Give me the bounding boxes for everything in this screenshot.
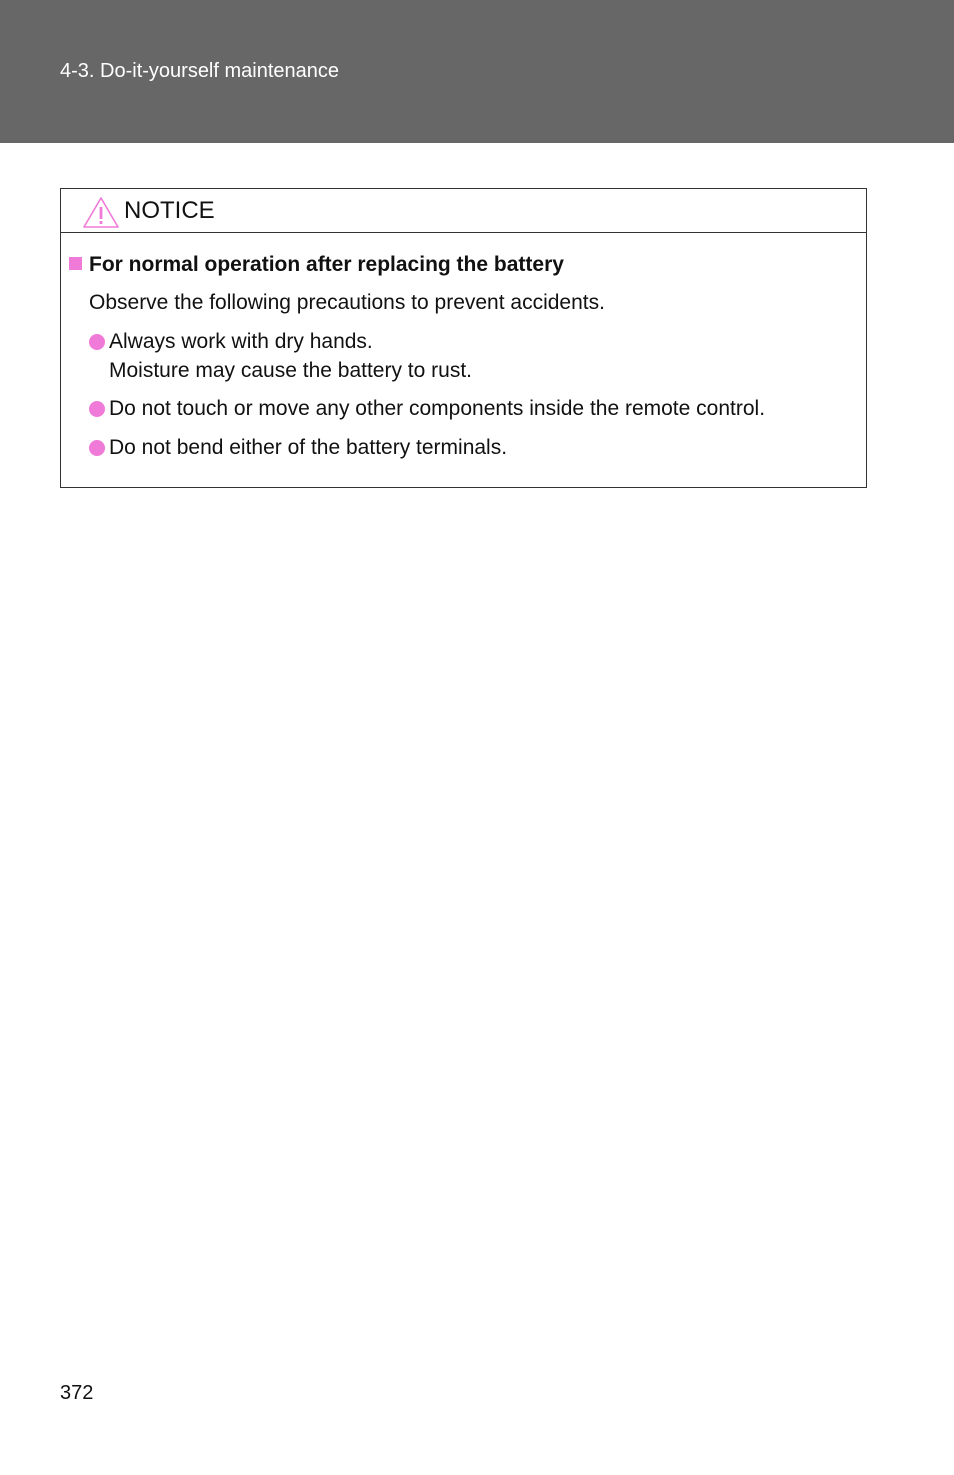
list-item [109,433,507,462]
notice-subheading: For normal operation after replacing the battery [89,253,564,276]
list-item-line: Do not touch or move any other components inside the remote control. [109,397,766,420]
warning-triangle-icon [82,196,120,229]
notice-intro: Observe the following precautions to prevent accidents. [89,291,605,314]
list-item-line: Always work with dry hands. [109,330,373,353]
list-item [109,394,765,423]
section-title: 4-3. Do-it-yourself maintenance [60,60,340,82]
bullet-dot-icon [89,334,105,350]
notice-header [61,189,866,233]
list-item-line: Moisture may cause the battery to rust. [109,359,472,382]
page-number: 372 [60,1382,94,1404]
notice-label: NOTICE [124,197,215,224]
list-item [109,327,472,385]
bullet-dot-icon [89,401,105,417]
square-bullet-icon [69,257,82,270]
notice-box [60,188,867,488]
bullet-dot-icon [89,440,105,456]
list-item-line: Do not bend either of the battery terminals. [109,436,508,459]
